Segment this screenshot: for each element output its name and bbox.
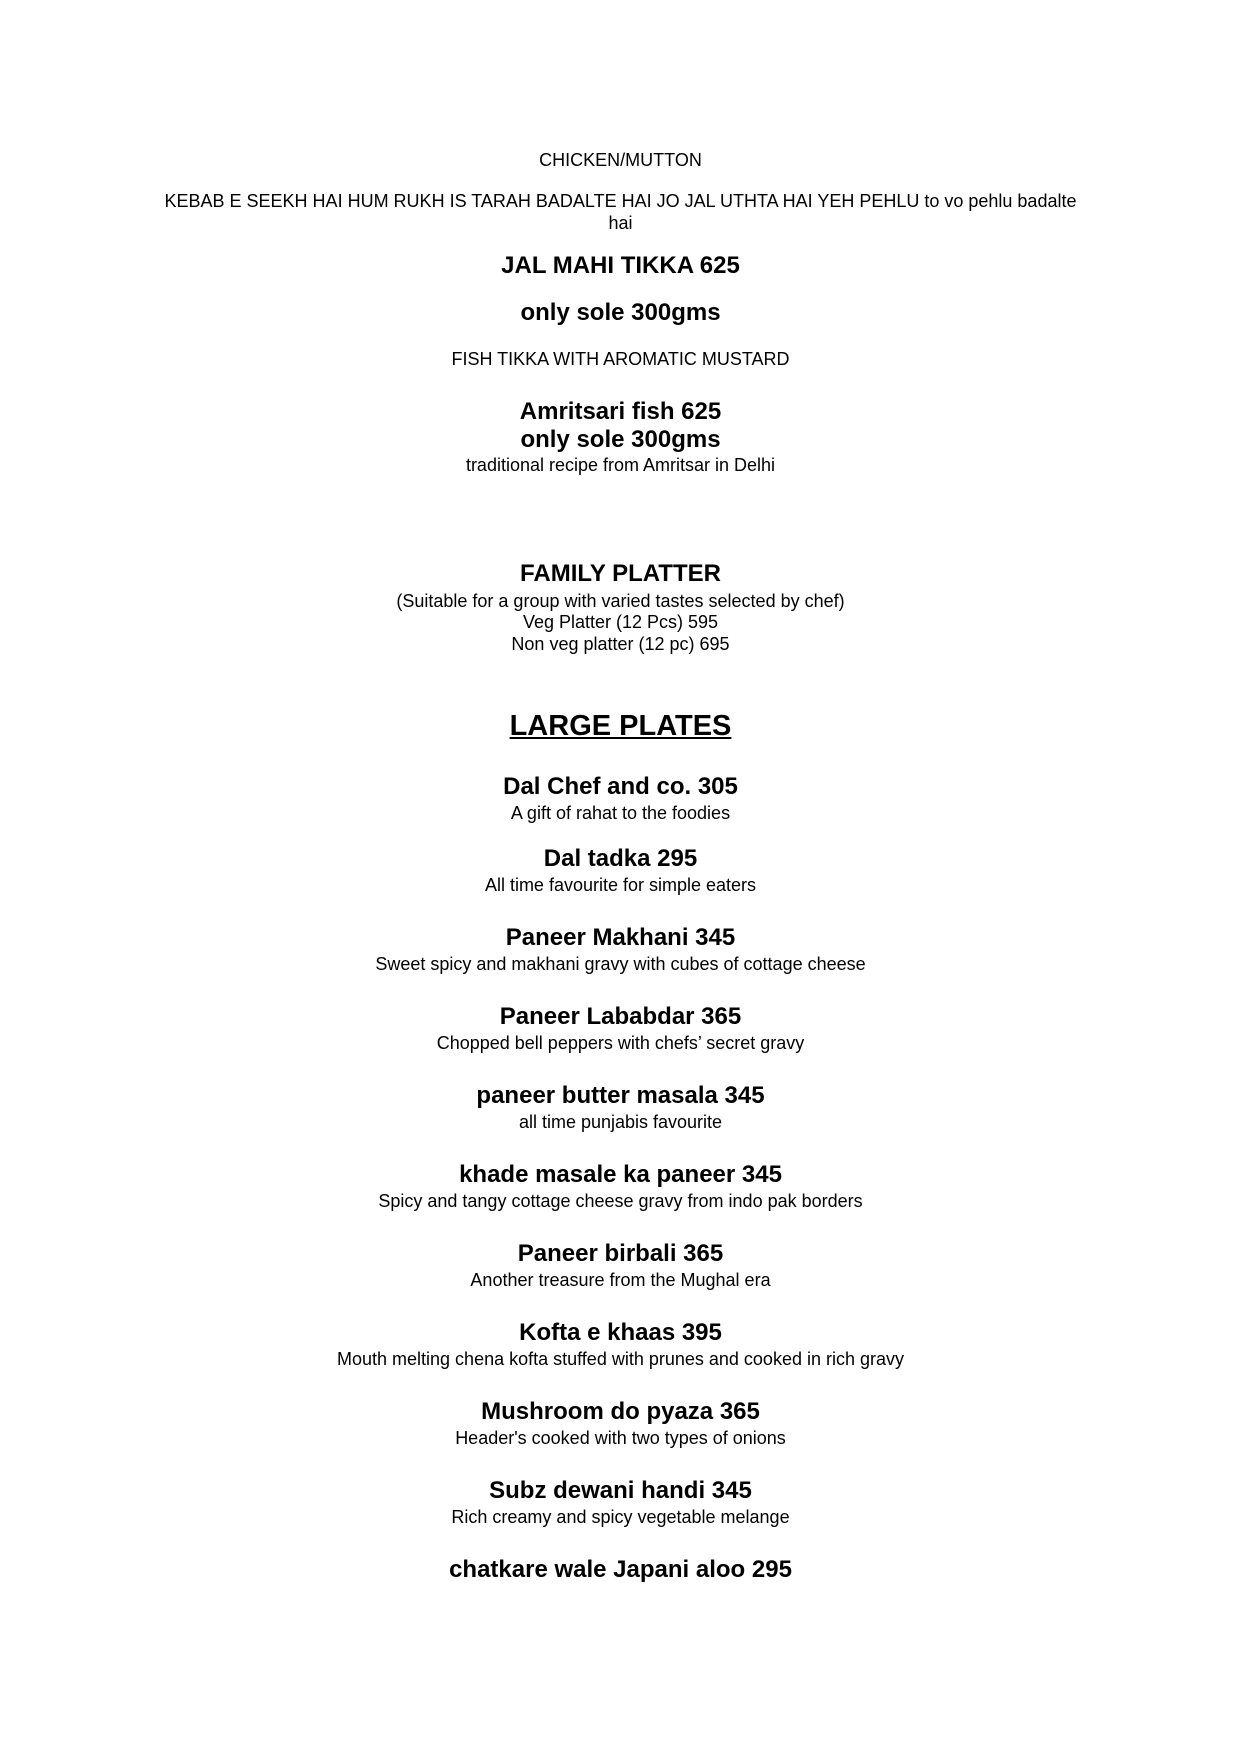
large-plate-desc: Chopped bell peppers with chefs’ secret gravy [436,1033,805,1053]
large-plate-desc: Rich creamy and spicy vegetable melange [451,1507,790,1527]
family-platter-note: (Suitable for a group with varied tastes selected by chef) [396,591,845,611]
large-plate-desc: Another treasure from the Mughal era [470,1270,771,1290]
large-plates-heading: LARGE PLATES [509,710,732,742]
amritsari-fish-name: Amritsari fish 625 [519,398,722,425]
large-plate-desc: all time punjabis favourite [518,1112,723,1132]
large-plate-name: paneer butter masala 345 [476,1082,765,1109]
large-plate-name: Kofta e khaas 395 [519,1319,722,1346]
large-plate-desc: Mouth melting chena kofta stuffed with prunes and cooked in rich gravy [337,1349,904,1369]
large-plate-name: Mushroom do pyaza 365 [481,1398,760,1425]
amritsari-fish-desc: traditional recipe from Amritsar in Delhi [465,455,776,475]
large-plate-desc: A gift of rahat to the foodies [510,803,731,823]
kebab-tagline: KEBAB E SEEKH HAI HUM RUKH IS TARAH BADALTE HAI JO JAL UTHTA HAI YEH PEHLU to vo pehlu badalte hai [164,191,1077,233]
amritsari-fish-size: only sole 300gms [520,426,721,453]
large-plate-name: Dal Chef and co. 305 [503,773,738,800]
large-plate-name: Paneer Lababdar 365 [499,1003,742,1030]
large-plate-desc: All time favourite for simple eaters [484,875,757,895]
family-platter-title: FAMILY PLATTER [520,560,721,587]
large-plate-desc: Spicy and tangy cottage cheese gravy from indo pak borders [378,1191,863,1211]
jal-mahi-tikka-size: only sole 300gms [520,299,721,326]
veg-platter-price: Veg Platter (12 Pcs) 595 [522,612,719,632]
large-plate-name: Dal tadka 295 [543,845,698,872]
large-plate-name: chatkare wale Japani aloo 295 [449,1556,792,1583]
nonveg-platter-price: Non veg platter (12 pc) 695 [511,634,730,654]
large-plate-name: Paneer Makhani 345 [505,924,736,951]
jal-mahi-tikka-name: JAL MAHI TIKKA 625 [501,252,740,279]
jal-mahi-tikka-desc: FISH TIKKA WITH AROMATIC MUSTARD [451,349,790,369]
large-plate-name: Paneer birbali 365 [517,1240,724,1267]
large-plate-name: Subz dewani handi 345 [489,1477,752,1504]
large-plate-desc: Sweet spicy and makhani gravy with cubes of cottage cheese [375,954,866,974]
large-plate-name: khade masale ka paneer 345 [459,1161,782,1188]
category-label: CHICKEN/MUTTON [539,150,702,170]
large-plate-desc: Header's cooked with two types of onions [455,1428,786,1448]
